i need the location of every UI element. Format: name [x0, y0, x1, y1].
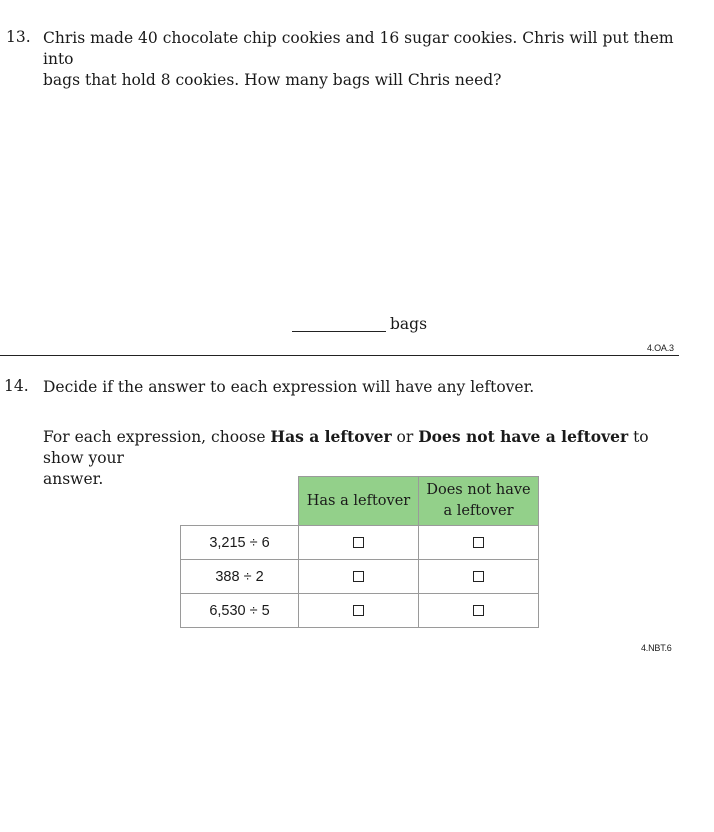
header-no-leftover-line-1: Does not have — [426, 482, 531, 498]
instruction-option-b: Does not have a leftover — [418, 427, 629, 446]
question-14-prompt: Decide if the answer to each expression will have any leftover. — [43, 378, 535, 396]
checkbox-has-leftover[interactable] — [353, 605, 364, 616]
header-has-leftover: Has a leftover — [299, 477, 419, 526]
choice-cell-no-leftover — [419, 560, 539, 594]
checkbox-no-leftover[interactable] — [473, 537, 484, 548]
instruction-pre: For each expression, choose — [43, 428, 271, 446]
checkbox-no-leftover[interactable] — [473, 571, 484, 582]
question-divider — [0, 355, 679, 356]
header-no-leftover-line-2: a leftover — [443, 503, 514, 519]
question-13-line-2: bags that hold 8 cookies. How many bags will Chris need? — [43, 71, 502, 89]
table-header-row — [181, 477, 539, 526]
expression-cell: 6,530 ÷ 5 — [181, 594, 299, 628]
choice-cell-has-leftover — [299, 560, 419, 594]
choice-cell-has-leftover — [299, 594, 419, 628]
choice-cell-has-leftover — [299, 526, 419, 560]
standard-code-13: 4.OA.3 — [647, 343, 674, 353]
expression-cell: 3,215 ÷ 6 — [181, 526, 299, 560]
choice-cell-no-leftover — [419, 526, 539, 560]
table-row — [181, 594, 539, 628]
instruction-mid: or — [391, 428, 419, 446]
expression-cell: 388 ÷ 2 — [181, 560, 299, 594]
leftover-choice-table — [180, 476, 539, 628]
checkbox-no-leftover[interactable] — [473, 605, 484, 616]
question-14-number: 14. — [4, 377, 29, 395]
instruction-post: to show your — [43, 428, 649, 467]
answer-unit-13: bags — [390, 315, 428, 333]
checkbox-has-leftover[interactable] — [353, 537, 364, 548]
question-13-number: 13. — [6, 28, 31, 46]
header-no-leftover — [419, 477, 539, 526]
checkbox-has-leftover[interactable] — [353, 571, 364, 582]
choice-cell-no-leftover — [419, 594, 539, 628]
instruction-option-a: Has a leftover — [270, 427, 392, 446]
table-row — [181, 560, 539, 594]
table-row — [181, 526, 539, 560]
table-corner — [181, 477, 299, 526]
standard-code-14: 4.NBT.6 — [641, 643, 672, 653]
question-13-line-1: Chris made 40 chocolate chip cookies and 16 sugar cookies. Chris will put them into — [43, 29, 674, 68]
question-13-text — [43, 28, 679, 91]
instruction-line-1 — [43, 426, 679, 469]
answer-blank-13[interactable] — [292, 331, 386, 332]
instruction-line-2: answer. — [43, 470, 104, 488]
